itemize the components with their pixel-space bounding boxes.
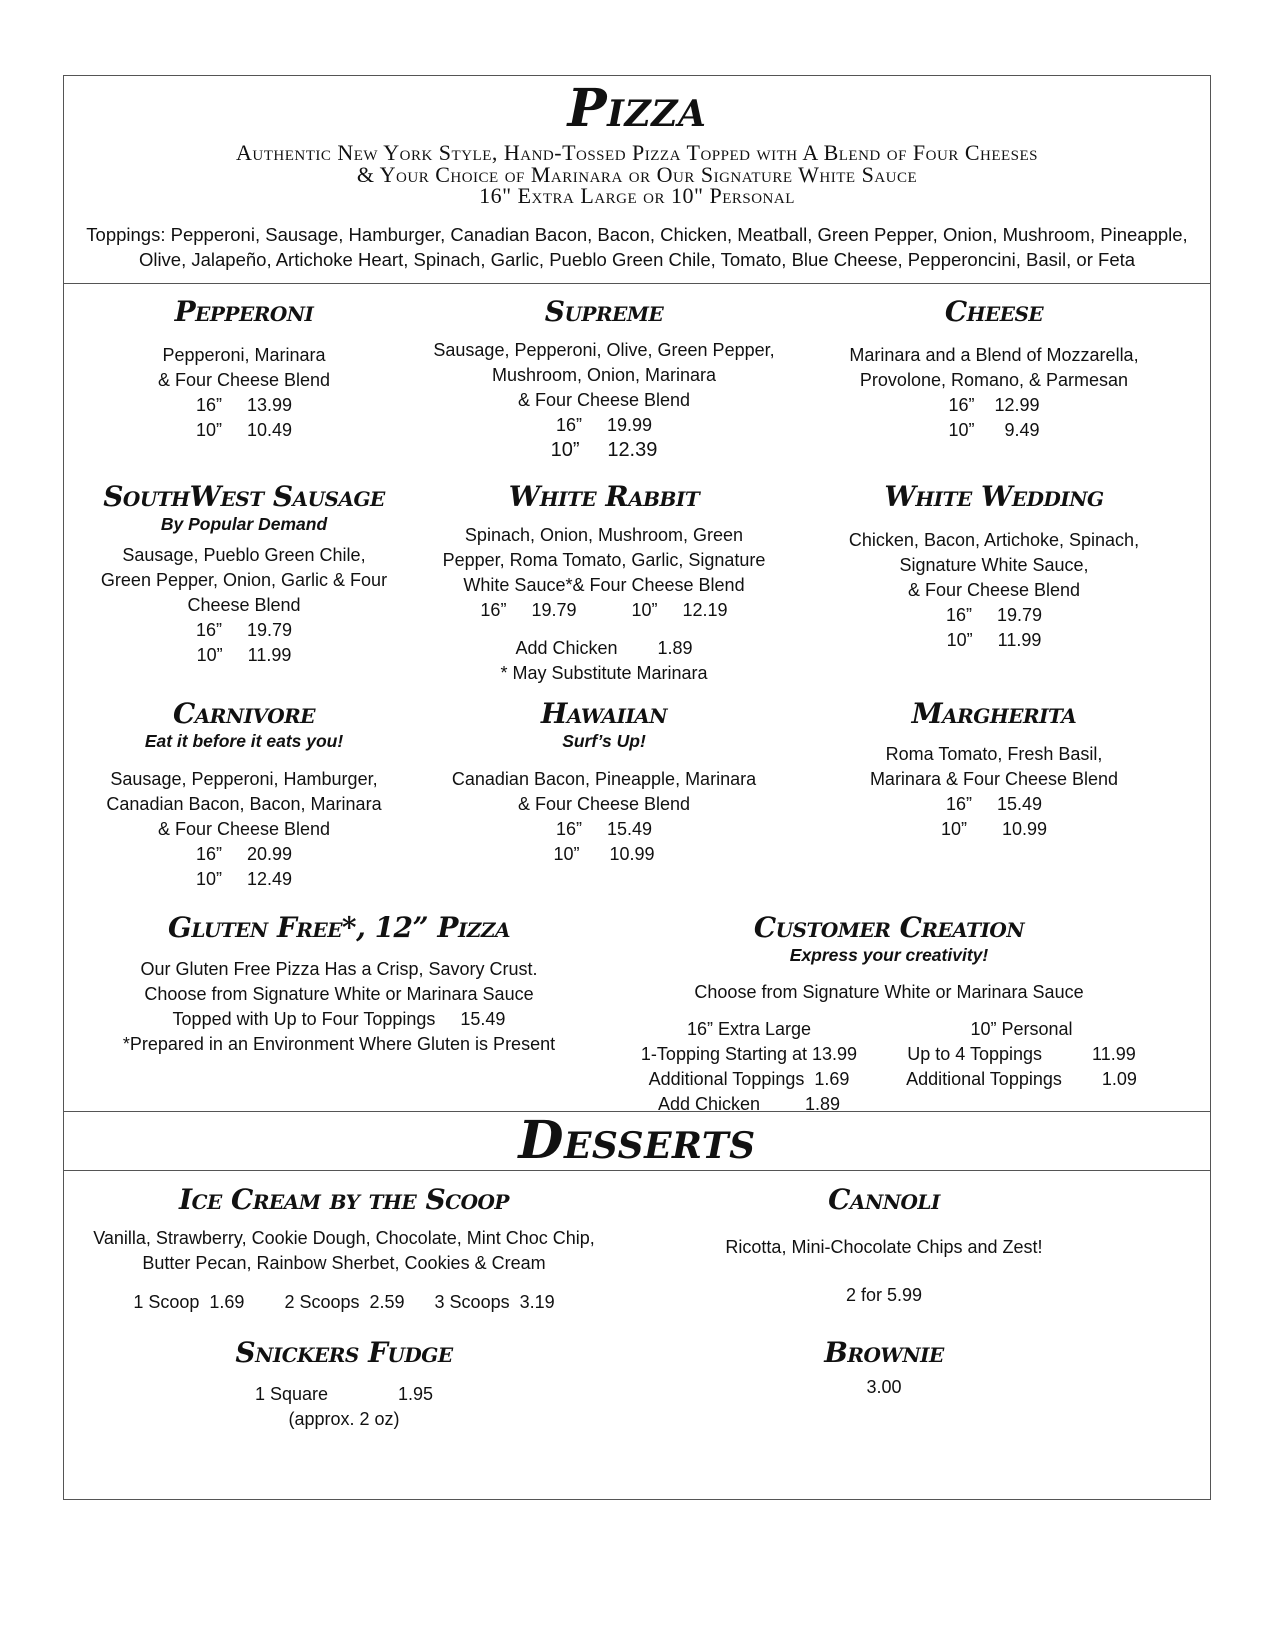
pizza-subtitle-line-1: Authentic New York Style, Hand-Tossed Pizza Topped with A Blend of Four Cheeses: [235, 140, 1038, 165]
cannoli-price: 2 for 5.99: [845, 1285, 923, 1305]
price-16: 16” 15.49: [945, 794, 1043, 814]
price-10: 10” 11.99: [196, 645, 292, 665]
item-name: Ice Cream by the Scoop: [179, 1183, 509, 1216]
extra-large-options: 16” Extra Large 1-Topping Starting at 13.99 Additional Toppings 1.69 Add Chicken 1.89: [640, 1019, 858, 1114]
item-name: Snickers Fudge: [235, 1336, 453, 1369]
supreme-item: Supreme Sausage, Pepperoni, Olive, Green Pepper, Mushroom, Onion, Marinara & Four Cheese Blend 16” 19.99 10” 12.39: [424, 296, 784, 463]
snickers-note: (approx. 2 oz): [288, 1409, 400, 1429]
pizza-subtitle-line-2: & Your Choice of Marinara or Our Signature White Sauce: [356, 162, 918, 187]
item-name: Carnivore: [172, 697, 315, 730]
price-10: 10” 12.39: [550, 439, 658, 461]
ice-cream-item: Ice Cream by the Scoop Vanilla, Strawberry, Cookie Dough, Chocolate, Mint Choc Chip, Butter Pecan, Rainbow Sherbet, Cookies & Cream 1 Scoop 1.69 2 Scoops 2.59 3 Scoops 3.19: [74, 1184, 614, 1315]
item-name: Pepperoni: [174, 295, 314, 328]
toppings-list: Toppings: Pepperoni, Sausage, Hamburger, Canadian Bacon, Bacon, Chicken, Meatball, Green Pepper, Onion, Mushroom, Pineapple, Olive, Jalapeño, Artichoke Heart, Spinach, Garlic, Pueblo Green Chile, Tomato, Blue Cheese, Pepperoncini, Basil, or Feta: [86, 224, 1188, 270]
brownie-item: [674, 1337, 1094, 1400]
price-16: 16” 19.79: [945, 605, 1043, 625]
personal-options: 10” Personal Up to 4 Toppings 11.99 Additional Toppings 1.09: [906, 1019, 1137, 1089]
white-rabbit-item: White Rabbit Spinach, Onion, Mushroom, Green Pepper, Roma Tomato, Garlic, Signature White Sauce*& Four Cheese Blend 16” 19.79 10” 12.19 Add Chicken 1.89 * May Substitute Marinara: [424, 481, 784, 686]
desserts-title: Desserts: [518, 1110, 756, 1171]
price-16: 16” 19.99: [555, 415, 653, 435]
price-16: 16” 19.79: [195, 620, 293, 640]
southwest-sausage-item: SouthWest Sausage By Popular Demand Sausage, Pueblo Green Chile, Green Pepper, Onion, Garlic & Four Cheese Blend 16” 19.79 10” 11.99: [79, 481, 409, 668]
item-tagline: By Popular Demand: [160, 514, 328, 534]
item-name: White Wedding: [884, 480, 1104, 513]
cheese-item: Cheese Marinara and a Blend of Mozzarella, Provolone, Romano, & Parmesan 16” 12.99 10” 9.49: [824, 296, 1164, 443]
carnivore-item: Carnivore Eat it before it eats you! Sausage, Pepperoni, Hamburger, Canadian Bacon, Bacon, Marinara & Four Cheese Blend 16” 20.99 10” 12.49: [79, 698, 409, 892]
price-16: 16” 15.49: [555, 819, 653, 839]
item-name: Hawaiian: [540, 697, 668, 730]
scoop-prices: 1 Scoop 1.69 2 Scoops 2.59 3 Scoops 3.19: [133, 1292, 555, 1312]
cannoli-item: [674, 1184, 1094, 1308]
item-tagline: Eat it before it eats you!: [144, 731, 344, 751]
price-10: 10” 11.99: [946, 630, 1042, 650]
item-name: Cheese: [944, 295, 1044, 328]
price-16: 16” 20.99: [195, 844, 293, 864]
price-16: 16” 12.99: [948, 395, 1040, 415]
gluten-free-item: Gluten Free*, 12” Pizza Our Gluten Free Pizza Has a Crisp, Savory Crust. Choose from Signature White or Marinara Sauce Topped with Up to Four Toppings 15.49 *Prepared in an Environment Where Gluten is Present: [94, 912, 584, 1057]
item-tagline: Express your creativity!: [789, 945, 989, 965]
item-name: Customer Creation: [753, 911, 1025, 944]
item-name: Brownie: [824, 1336, 944, 1369]
divider: [64, 1170, 1210, 1171]
substitute-note: * May Substitute Marinara: [500, 663, 708, 683]
prices: 16” 19.79 10” 12.19: [480, 600, 728, 620]
cannoli-desc: Ricotta, Mini-Chocolate Chips and Zest!: [725, 1237, 1043, 1257]
margherita-item: Margherita Roma Tomato, Fresh Basil, Marinara & Four Cheese Blend 16” 15.49 10” 10.99: [824, 698, 1164, 842]
brownie-price: 3.00: [866, 1377, 902, 1397]
pizza-title: Pizza: [567, 78, 707, 139]
item-name: Cannoli: [828, 1183, 940, 1216]
item-tagline: Surf’s Up!: [562, 731, 646, 751]
price-10: 10” 10.99: [553, 844, 655, 864]
sauce-choice: Choose from Signature White or Marinara Sauce: [694, 982, 1084, 1002]
white-wedding-item: White Wedding Chicken, Bacon, Artichoke, Spinach, Signature White Sauce, & Four Cheese Blend 16” 19.79 10” 11.99: [824, 481, 1164, 653]
customer-creation-item: [619, 912, 1159, 1127]
item-name: Gluten Free*, 12” Pizza: [167, 911, 511, 944]
item-name: Supreme: [544, 295, 664, 328]
pepperoni-item: Pepperoni Pepperoni, Marinara & Four Cheese Blend 16” 13.99 10” 10.49: [104, 296, 384, 443]
price-16: 16” 13.99: [195, 395, 293, 415]
add-chicken: Add Chicken 1.89: [515, 638, 693, 658]
snickers-fudge-item: [144, 1337, 544, 1432]
menu-frame: [63, 75, 1211, 1500]
hawaiian-item: Hawaiian Surf’s Up! Canadian Bacon, Pineapple, Marinara & Four Cheese Blend 16” 15.49 10” 10.99: [424, 698, 784, 867]
price-10: 10” 12.49: [195, 869, 293, 889]
item-name: SouthWest Sausage: [103, 480, 385, 513]
price-10: 10” 10.99: [940, 819, 1048, 839]
item-name: Margherita: [911, 697, 1077, 730]
price-10: 10” 10.49: [195, 420, 293, 440]
divider: [64, 283, 1210, 284]
snickers-price: 1 Square 1.95: [254, 1384, 434, 1404]
item-name: White Rabbit: [508, 480, 700, 513]
pizza-subtitle-line-3: 16" Extra Large or 10" Personal: [479, 183, 795, 208]
price-10: 10” 9.49: [948, 420, 1040, 440]
